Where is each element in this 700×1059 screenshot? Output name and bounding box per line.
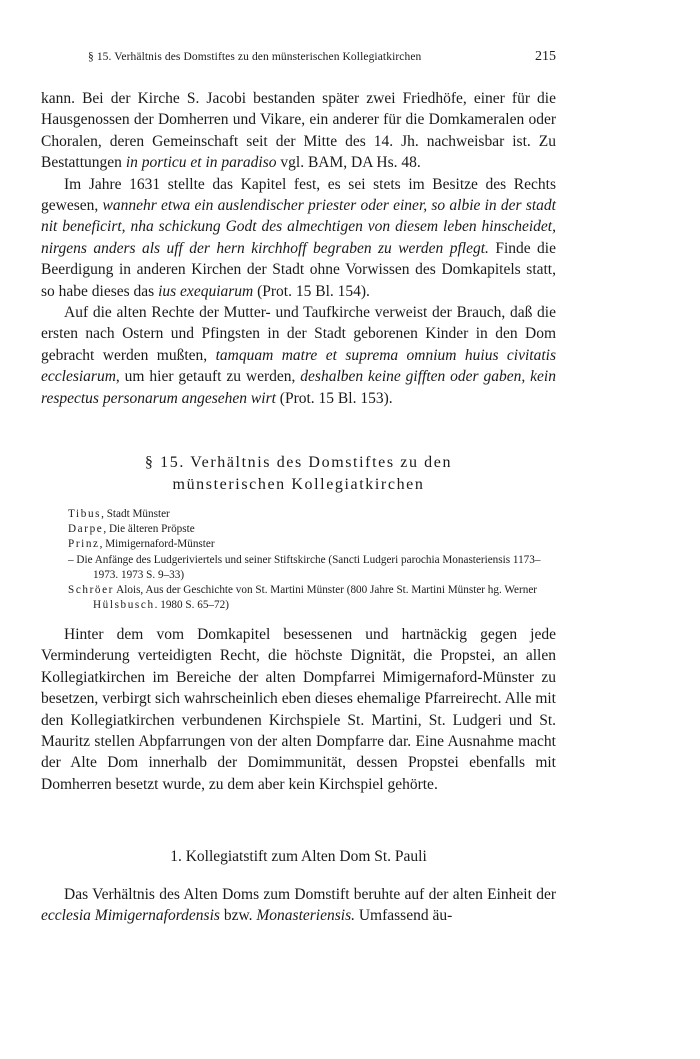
bibliography-entry: Schröer Alois, Aus der Geschichte von St. Martini Münster (800 Jahre St. Martini Münster hg. Werner Hülsbusch. 1980 S. 65–72)	[68, 584, 538, 612]
text-block-body	[41, 624, 556, 795]
page-number: 215	[535, 49, 556, 64]
bibliography-entry: – Die Anfänge des Ludgeriviertels und seiner Stiftskirche (Sancti Ludgeri parochia Monasteriensis 1173–1973. 1973 S. 9–33)	[68, 553, 541, 581]
text-block-bottom	[41, 884, 556, 927]
section-heading-line: münsterischen Kollegiatkirchen	[172, 476, 425, 493]
bibliography	[68, 507, 556, 613]
paragraph: Hinter dem vom Domkapitel besessenen und hartnäckig gegen jede Verminderung verteidigten Recht, die höchste Dignität, die Propstei, an allen Kollegiatkirchen im Bereiche der alten Dompfarrei Mimigernaford-Münster zu besetzen, verbirgt sich wahrscheinlich eben dieses ehemalige Pfarreirecht. Alle mit den Kollegiatkirchen verbundenen Kirchspiele St. Martini, St. Ludgeri und St. Mauritz stellen Abpfarrungen von der alten Dompfarre dar. Eine Ausnahme macht der Alte Dom innerhalb der Domimmunität, dessen Propstei ebenfalls mit Domherren besetzt wurde, zu dem aber kein Kirchspiel gehörte.	[41, 626, 556, 793]
bibliography-entry: Tibus, Stadt Münster	[68, 508, 170, 520]
running-header	[88, 49, 556, 71]
section-heading	[41, 452, 556, 496]
subsection-heading: 1. Kollegiatstift zum Alten Dom St. Pauli	[170, 848, 427, 865]
text-block-top	[41, 88, 556, 409]
paragraph: Auf die alten Rechte der Mutter- und Taufkirche verweist der Brauch, daß die ersten nach Ostern und Pfingsten in der Stadt geborenen Kinder in den Dom gebracht werden mußten, tamquam matre et suprema omnium huius civitatis ecclesiarum, um hier getauft zu werden, deshalben keine gifften oder gaben, kein respectus personarum angesehen wirt (Prot. 15 Bl. 153).	[41, 304, 557, 407]
bibliography-entry: Darpe, Die älteren Pröpste	[68, 523, 195, 536]
bibliography-entry: Prinz, Mimigernaford-Münster	[68, 538, 215, 551]
section-heading-line: § 15. Verhältnis des Domstiftes zu den	[144, 454, 453, 471]
paragraph: kann. Bei der Kirche S. Jacobi bestanden später zwei Friedhöfe, einer für die Hausgenossen der Domherren und Vikare, ein anderer für die Domkameralen oder Choralen, deren Gemeinschaft seit der Mitte des 14. Jh. nachweisbar ist. Zu Bestattungen in porticu et in paradiso vgl. BAM, DA Hs. 48.	[41, 90, 556, 172]
paragraph: Das Verhältnis des Alten Doms zum Domstift beruhte auf der alten Einheit der ecclesia Mimigernafordensis bzw. Monasteriensis. Umfassend äu-	[41, 886, 556, 925]
paragraph: Im Jahre 1631 stellte das Kapitel fest, es sei stets im Besitze des Rechts gewesen, wannehr etwa ein auslendischer priester oder einer, so albie in der stadt nit beneficirt, nha schickung Godt des almechtigen von diesem leben hinscheidet, nirgens anders als uff der hern kirchhoff begraben zu werden pflegt. Finde die Beerdigung in anderen Kirchen der Stadt ohne Vorwissen des Domkapitels statt, so habe dieses das ius exequiarum (Prot. 15 Bl. 154).	[41, 175, 556, 300]
running-title: § 15. Verhältnis des Domstiftes zu den münsterischen Kollegiatkirchen	[88, 51, 422, 63]
